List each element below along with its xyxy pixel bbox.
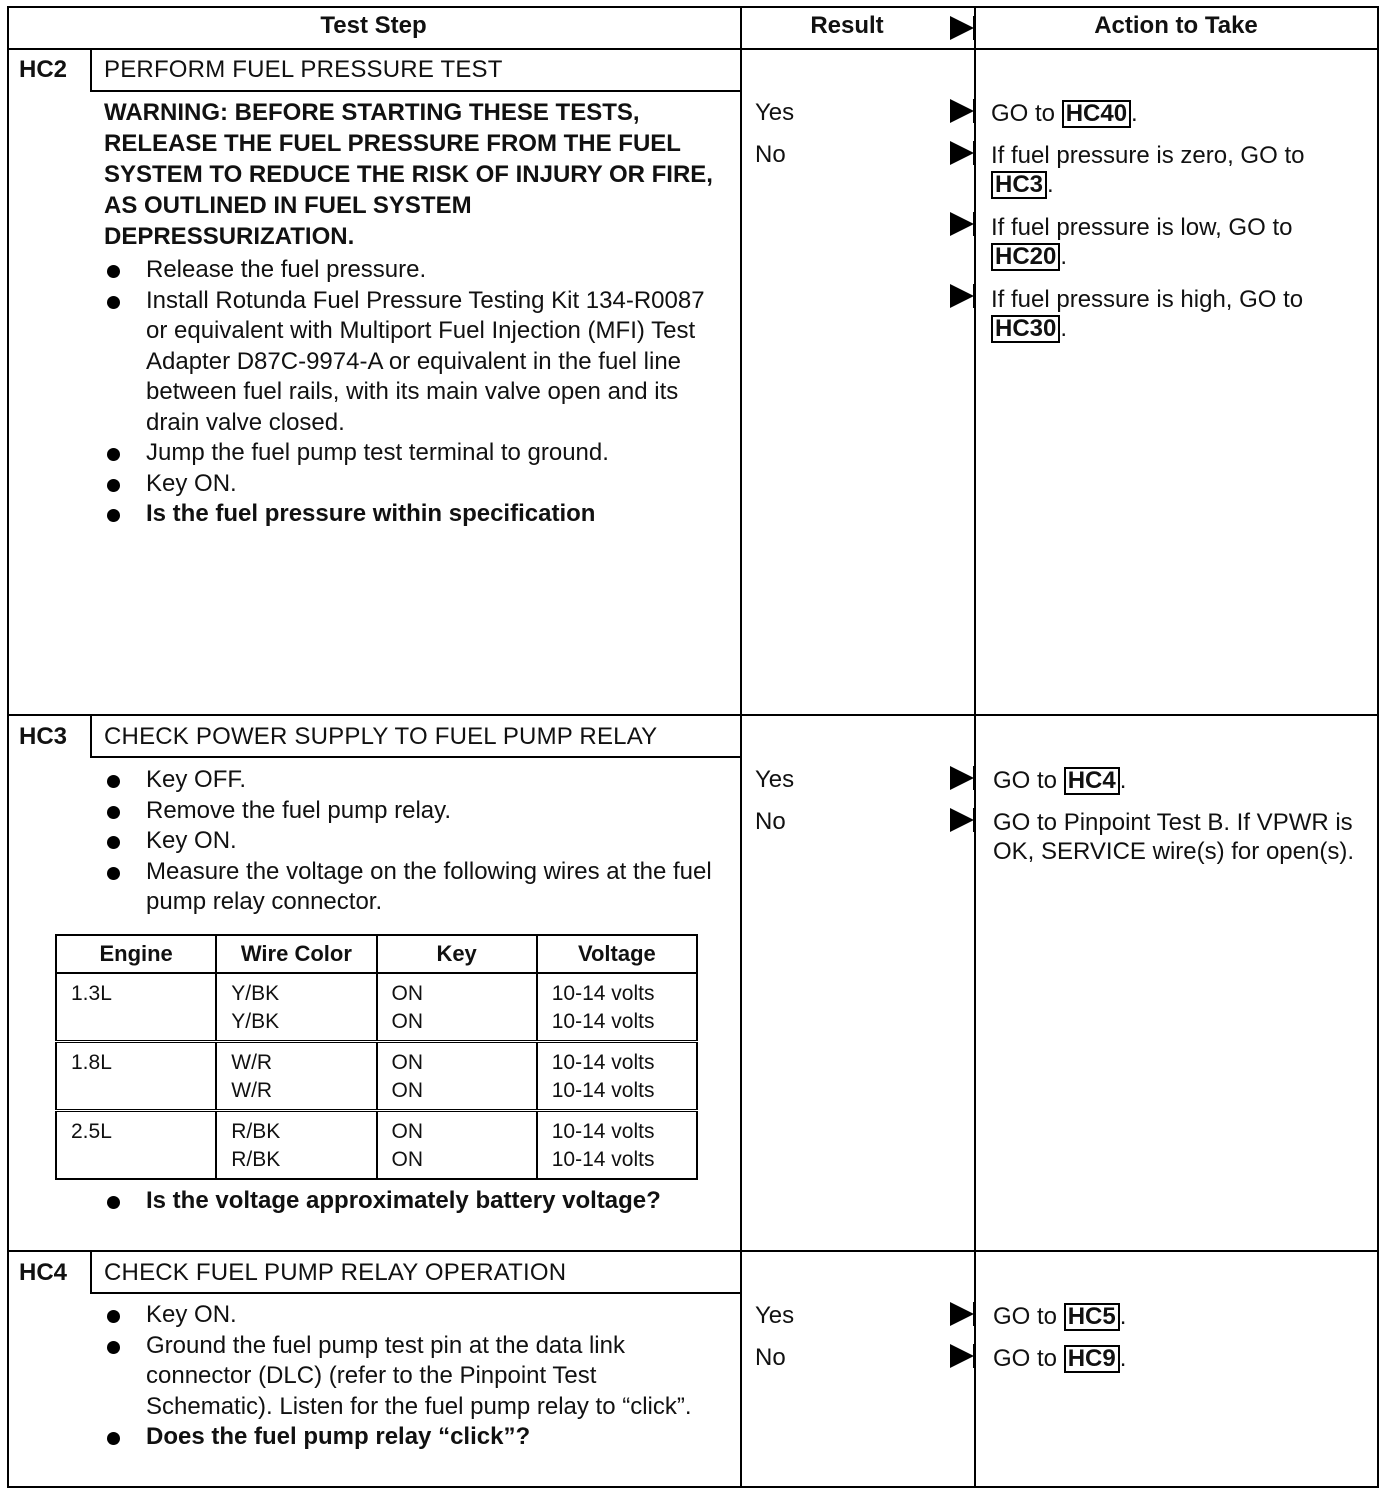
cell-wire xyxy=(216,1111,376,1180)
action-text: GO to xyxy=(993,1345,1064,1372)
header-test-step: Test Step xyxy=(320,12,427,39)
cell-wire xyxy=(216,973,376,1042)
cell-engine xyxy=(56,1111,216,1180)
hc2-bullet-list xyxy=(104,255,714,530)
step-title-hc3: CHECK POWER SUPPLY TO FUEL PUMP RELAY xyxy=(104,723,658,750)
step-ref-hc5[interactable]: HC5 xyxy=(1064,1303,1120,1331)
list-item: Measure the voltage on the following wires at the fuel pump relay connector. xyxy=(104,857,714,918)
hc3-bullet-list xyxy=(104,765,714,918)
row-divider-hc4 xyxy=(7,1250,1377,1252)
hc2-action-yes: GO to HC40 . xyxy=(991,100,1138,127)
engine-value: 1.3L xyxy=(71,982,112,1005)
hc4-result-no: No xyxy=(755,1344,786,1371)
cell-key xyxy=(377,1111,537,1180)
arrow-icon xyxy=(950,212,974,236)
table-row xyxy=(56,1042,697,1111)
arrow-icon xyxy=(950,1344,974,1368)
hc3-action-no: GO to Pinpoint Test B. If VPWR is OK, SERVICE wire(s) for open(s). xyxy=(993,809,1354,865)
header-result: Result xyxy=(810,12,884,39)
action-text: GO to xyxy=(991,100,1062,127)
list-item: Release the fuel pressure. xyxy=(104,255,714,286)
hc4-action-no: GO to HC9 . xyxy=(993,1345,1127,1372)
voltage-value: 10-14 volts xyxy=(551,1148,655,1171)
list-item: Key ON. xyxy=(104,826,714,857)
col-header-key: Key xyxy=(377,935,537,973)
row-divider-hc3 xyxy=(7,714,1377,716)
header-arrow-icon xyxy=(950,16,974,40)
arrow-icon xyxy=(950,141,974,165)
step-ref-hc4[interactable]: HC4 xyxy=(1064,767,1120,795)
list-item: Key OFF. xyxy=(104,765,714,796)
hc2-title-divider xyxy=(90,90,741,92)
hc2-warning: WARNING: BEFORE STARTING THESE TESTS, RELEASE THE FUEL PRESSURE FROM THE FUEL SYSTEM TO REDUCE THE RISK OF INJURY OR FIRE, AS OUTLINED IN FUEL SYSTEM DEPRESSURIZATION. xyxy=(104,99,713,250)
wire-value: R/BK xyxy=(231,1148,281,1171)
diagnostic-table xyxy=(7,6,1377,1486)
list-item: Jump the fuel pump test terminal to ground. xyxy=(104,438,714,469)
hc2-result-no: No xyxy=(755,141,786,168)
action-text: GO to xyxy=(993,1303,1064,1330)
hc3-action-yes: GO to HC4 . xyxy=(993,767,1127,794)
arrow-icon xyxy=(950,99,974,123)
key-value: ON xyxy=(391,1120,423,1143)
cell-wire xyxy=(216,1042,376,1111)
table-row xyxy=(56,973,697,1042)
action-text: GO to xyxy=(993,767,1064,794)
key-value: ON xyxy=(391,982,423,1005)
step-ref-hc3[interactable]: HC3 xyxy=(991,171,1047,199)
step-ref-hc30[interactable]: HC30 xyxy=(991,315,1060,343)
hc2-action-high: If fuel pressure is high, GO to HC30 . xyxy=(991,286,1304,342)
hc4-bullet-list xyxy=(104,1300,714,1453)
wire-value: W/R xyxy=(231,1051,273,1074)
col-header-engine: Engine xyxy=(56,935,216,973)
step-ref-hc9[interactable]: HC9 xyxy=(1064,1345,1120,1373)
hc2-action-zero: If fuel pressure is zero, GO to HC3 . xyxy=(991,142,1305,198)
hc2-id-divider xyxy=(90,48,92,90)
cell-voltage xyxy=(537,1111,697,1180)
cell-voltage xyxy=(537,1042,697,1111)
cell-key xyxy=(377,973,537,1042)
hc4-id-divider xyxy=(90,1250,92,1292)
voltage-value: 10-14 volts xyxy=(551,1120,655,1143)
list-item-question: Is the fuel pressure within specification xyxy=(104,499,714,530)
hc2-action-low: If fuel pressure is low, GO to HC20 . xyxy=(991,214,1293,270)
step-id-hc3: HC3 xyxy=(19,723,68,750)
step-title-hc4: CHECK FUEL PUMP RELAY OPERATION xyxy=(104,1259,567,1286)
hc4-result-yes: Yes xyxy=(755,1302,795,1329)
list-item: Remove the fuel pump relay. xyxy=(104,796,714,827)
voltage-table-header xyxy=(56,935,697,973)
list-item-question: Is the voltage approximately battery voltage? xyxy=(104,1186,664,1217)
col-divider-result xyxy=(740,6,742,1486)
cell-engine xyxy=(56,1042,216,1111)
step-ref-hc20[interactable]: HC20 xyxy=(991,243,1060,271)
hc4-title-divider xyxy=(90,1292,741,1294)
hc3-question-list xyxy=(104,1186,664,1217)
hc2-result-yes: Yes xyxy=(755,99,795,126)
wire-value: R/BK xyxy=(231,1120,281,1143)
list-item: Install Rotunda Fuel Pressure Testing Kit 134-R0087 or equivalent with Multiport Fuel Injection (MFI) Test Adapter D87C-9974-A or equivalent in the fuel line between fuel rails, with its main valve open and its drain valve closed. xyxy=(104,286,714,439)
voltage-value: 10-14 volts xyxy=(551,1051,655,1074)
action-text: If fuel pressure is high, GO to xyxy=(991,286,1304,313)
step-title-hc2: PERFORM FUEL PRESSURE TEST xyxy=(104,56,503,83)
header-divider xyxy=(7,48,1377,50)
arrow-icon xyxy=(950,284,974,308)
cell-voltage xyxy=(537,973,697,1042)
wire-value: Y/BK xyxy=(231,982,280,1005)
list-item: Key ON. xyxy=(104,469,714,500)
arrow-icon xyxy=(950,808,974,832)
list-item: Ground the fuel pump test pin at the data link connector (DLC) (refer to the Pinpoint Test Schematic). Listen for the fuel pump relay to “click”. xyxy=(104,1331,714,1423)
voltage-value: 10-14 volts xyxy=(551,982,655,1005)
key-value: ON xyxy=(391,1051,423,1074)
step-ref-hc40[interactable]: HC40 xyxy=(1062,100,1131,128)
key-value: ON xyxy=(391,1010,423,1033)
arrow-icon xyxy=(950,1302,974,1326)
hc3-result-yes: Yes xyxy=(755,766,795,793)
hc3-title-divider xyxy=(90,756,741,758)
key-value: ON xyxy=(391,1079,423,1102)
action-text: If fuel pressure is low, GO to xyxy=(991,214,1293,241)
step-id-hc4: HC4 xyxy=(19,1259,68,1286)
list-item: Key ON. xyxy=(104,1300,714,1331)
step-id-hc2: HC2 xyxy=(19,56,68,83)
voltage-value: 10-14 volts xyxy=(551,1010,655,1033)
engine-value: 2.5L xyxy=(71,1120,112,1143)
arrow-icon xyxy=(950,766,974,790)
header-action: Action to Take xyxy=(1094,12,1258,39)
voltage-spec-table xyxy=(55,934,698,1180)
cell-key xyxy=(377,1042,537,1111)
voltage-value: 10-14 volts xyxy=(551,1079,655,1102)
wire-value: Y/BK xyxy=(231,1010,280,1033)
cell-engine xyxy=(56,973,216,1042)
key-value: ON xyxy=(391,1148,423,1171)
list-item-question: Does the fuel pump relay “click”? xyxy=(104,1422,714,1453)
wire-value: W/R xyxy=(231,1079,273,1102)
engine-value: 1.8L xyxy=(71,1051,112,1074)
col-header-wire-color: Wire Color xyxy=(216,935,376,973)
hc3-result-no: No xyxy=(755,808,786,835)
hc3-id-divider xyxy=(90,714,92,756)
hc4-action-yes: GO to HC5 . xyxy=(993,1303,1127,1330)
col-header-voltage: Voltage xyxy=(537,935,697,973)
action-text: If fuel pressure is zero, GO to xyxy=(991,142,1305,169)
table-row xyxy=(56,1111,697,1180)
